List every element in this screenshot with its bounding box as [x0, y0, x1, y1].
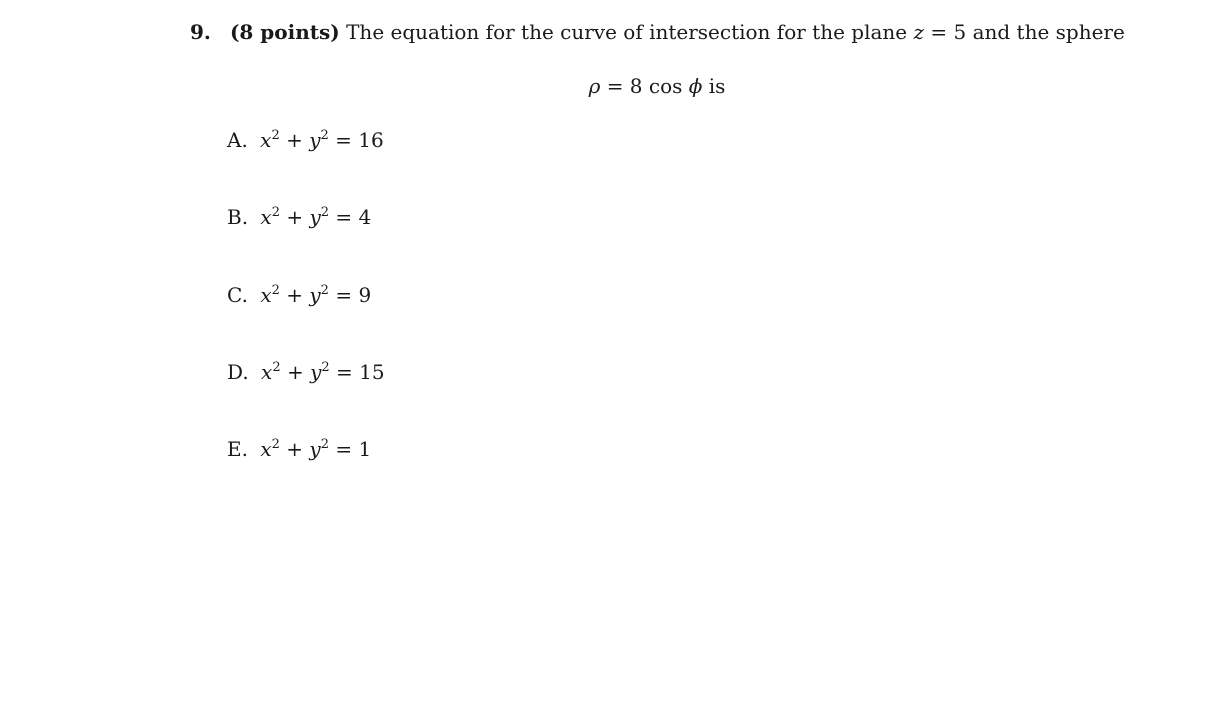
option-letter: D. — [227, 360, 249, 384]
plane-equation: = 5 and the sphere — [930, 20, 1125, 44]
plane-variable: z — [913, 20, 925, 44]
phi-symbol: ϕ — [688, 74, 703, 98]
sphere-tail: is — [708, 74, 726, 98]
rho-symbol: ρ — [588, 74, 601, 98]
option-letter: E. — [227, 437, 248, 461]
sphere-equation — [0, 72, 1224, 100]
option-letter: B. — [227, 205, 249, 229]
option-letter: C. — [227, 283, 248, 307]
option-d[interactable]: D. $x^2 + y^2 = 15$ — [227, 360, 385, 384]
question-number: 9. — [190, 20, 211, 44]
option-value: 9 — [358, 283, 372, 307]
option-b[interactable]: B. $x^2 + y^2 = 4$ — [227, 205, 372, 229]
option-value: 1 — [358, 437, 372, 461]
option-value: 16 — [358, 128, 384, 152]
option-value: 15 — [359, 360, 385, 384]
option-letter: A. — [227, 128, 248, 152]
option-e[interactable]: E. $x^2 + y^2 = 1$ — [227, 437, 372, 461]
option-value: 4 — [358, 205, 372, 229]
question-prompt — [190, 18, 1125, 46]
question-points: (8 points) — [229, 20, 340, 44]
question-text: The equation for the curve of intersection for the plane — [346, 20, 908, 44]
sphere-rhs: = 8 cos — [606, 74, 683, 98]
option-c[interactable]: C. $x^2 + y^2 = 9$ — [227, 283, 372, 307]
option-a[interactable]: A. $x^2 + y^2 = 16$ — [227, 128, 384, 152]
